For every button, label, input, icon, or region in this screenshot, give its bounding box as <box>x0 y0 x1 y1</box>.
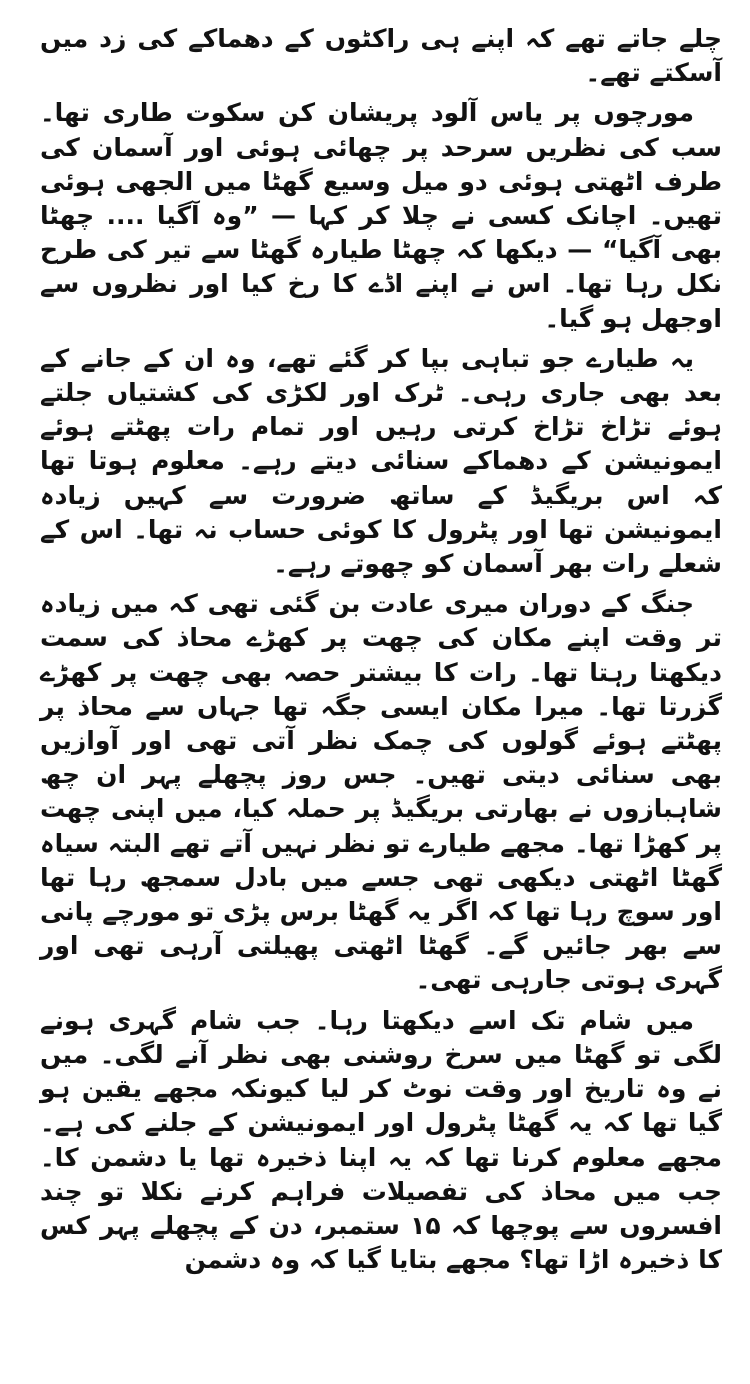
paragraph-4: جنگ کے دوران میری عادت بن گئی تھی کہ میں زیادہ تر وقت اپنے مکان کی چھت پر کھڑے محاذ کی سمت دیکھتا رہتا تھا۔ رات کا بیشتر حصہ بھی چھت پر کھڑے گزرتا تھا۔ میرا مکان ایسی جگہ تھا جہاں سے محاذ پر پھٹتے ہوئے گولوں کی چمک نظر آتی تھی اور آوازیں بھی سنائی دیتی تھیں۔ جس روز پچھلے پہر ان چھ شاہبازوں نے بھارتی بریگیڈ پر حملہ کیا، میں اپنی چھت پر کھڑا تھا۔ مجھے طیارے تو نظر نہیں آتے تھے البتہ سیاہ گھٹا اٹھتی دیکھی تھی جسے میں بادل سمجھ رہا تھا اور سوچ رہا تھا کہ اگر یہ گھٹا برس پڑی تو مورچے پانی سے بھر جائیں گے۔ گھٹا اٹھتی پھیلتی آرہی تھی اور گہری ہوتی جارہی تھی۔ <box>40 589 722 995</box>
urdu-body-text <box>40 22 722 1283</box>
paragraph-5: میں شام تک اسے دیکھتا رہا۔ جب شام گہری ہونے لگی تو گھٹا میں سرخ روشنی بھی نظر آنے لگی۔ میں نے وہ تاریخ اور وقت نوٹ کر لیا کیونکہ مجھے یقین ہو گیا تھا کہ یہ گھٹا پٹرول اور ایمونیشن کے جلنے کی ہے۔ مجھے معلوم کرنا تھا کہ یہ اپنا ذخیرہ تھا یا دشمن کا۔ جب میں محاذ کی تفصیلات فراہم کرنے نکلا تو چند افسروں سے پوچھا کہ ۱۵ ستمبر، دن کے پچھلے پہر کس کا ذخیرہ اڑا تھا؟ مجھے بتایا گیا کہ وہ دشمن <box>40 1005 723 1275</box>
paragraph-1: چلے جاتے تھے کہ اپنے ہی راکٹوں کے دھماکے کی زد میں آسکتے تھے۔ <box>40 24 722 88</box>
paragraph-3: یہ طیارے جو تباہی بپا کر گئے تھے، وہ ان کے جانے کے بعد بھی جاری رہی۔ ٹرک اور لکڑی کی کشتیاں جلتے ہوئے تڑاخ تڑاخ کرتی رہیں اور تمام رات پھٹتے ہوئے ایمونیشن کے دھماکے سنائی دیتے رہے۔ معلوم ہوتا تھا کہ اس بریگیڈ کے ساتھ ضرورت سے کہیں زیادہ ایمونیشن تھا اور پٹرول کا کوئی حساب نہ تھا۔ اس کے شعلے رات بھر آسمان کو چھوتے رہے۔ <box>40 343 722 579</box>
paragraph-2: مورچوں پر یاس آلود پریشان کن سکوت طاری تھا۔ سب کی نظریں سرحد پر چھائی ہوئی اور آسمان کی طرف اٹھتی ہوئی دو میل وسیع گھٹا میں الجھی ہوئی تھیں۔ اچانک کسی نے چلا کر کہا — ”وہ آگیا .... چھٹا بھی آگیا“ — دیکھا کہ چھٹا طیارہ گھٹا سے تیر کی طرح نکل رہا تھا۔ اس نے اپنے اڈے کا رخ کیا اور نظروں سے اوجھل ہو گیا۔ <box>40 98 722 333</box>
